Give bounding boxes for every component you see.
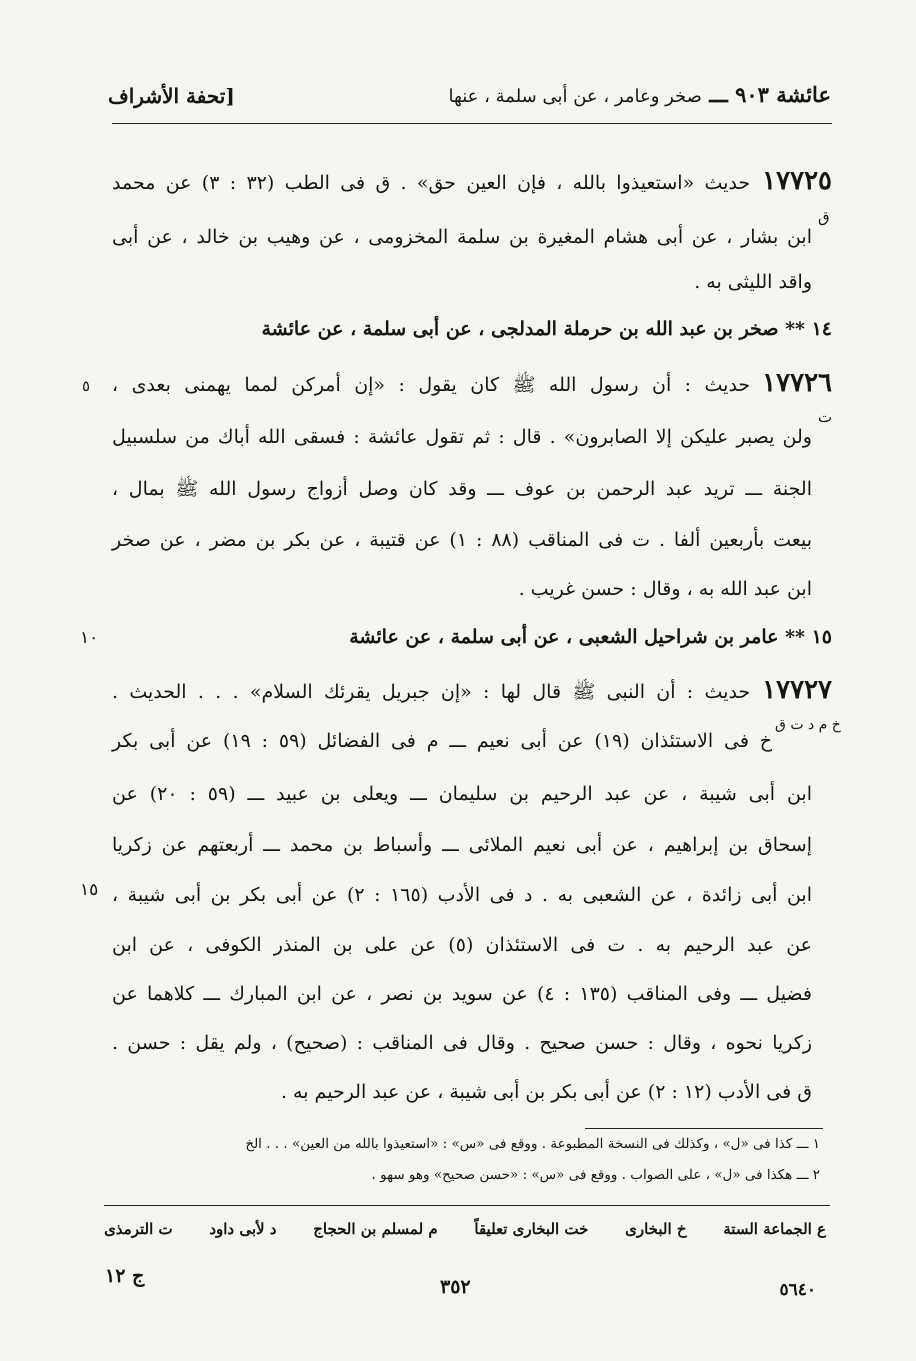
margin-line-number: ١٥: [80, 880, 99, 900]
section-title: صخر بن عبد الله بن حرملة المدلجى ، عن أبى سلمة ، عن عائشة: [261, 318, 779, 340]
hadith-17727-line-8: زكريا نحوه ، وقال : حسن صحيح . وقال فى المناقب : (صحيح) ، ولم يقل : حسن .: [112, 1032, 812, 1054]
hadith-17726-line-3: الجنة ـــ تريد عبد الرحمن بن عوف ـــ وقد كان وصل أزواج رسول الله ﷺ بمال ،: [112, 478, 812, 500]
hadith-number: ١٧٧٢٦: [762, 368, 832, 398]
hadith-17725-line-3: واقد الليثى به .: [694, 271, 812, 293]
volume-number: ج ١٢: [105, 1265, 145, 1287]
section-stars: **: [785, 318, 805, 340]
hadith-17727-line-6: عن عبد الرحيم به . ت فى الاستئذان (٥) عن على بن المنذر الكوفى ، عن ابن: [112, 934, 812, 956]
hadith-17727-line-2: خ فى الاستئذان (١٩) عن أبى نعيم ـــ م فى الفضائل (٥٩ : ١٩) عن أبى بكر: [112, 730, 773, 752]
section-number: ١٤: [811, 318, 832, 340]
key-item: ع الجماعة الستة: [723, 1220, 826, 1238]
hadith-17725-line-2: ابن بشار ، عن أبى هشام المغيرة بن سلمة المخزومى ، عن وهيب بن خالد ، عن أبى: [112, 226, 812, 248]
section-heading-14: [112, 320, 832, 339]
footnote-1: ١ ـــ كذا فى «ل» ، وكذلك فى النسخة المطبوعة . ووقع فى «س» : «استعيذوا بالله من العين» . . . الخ: [245, 1136, 820, 1152]
hadith-number: ١٧٧٢٧: [762, 675, 832, 705]
hadith-17726-line-4: بيعت بأربعين ألفا . ت فى المناقب (٨٨ : ١) عن قتيبة ، عن بكر بن مضر ، عن صخر: [112, 529, 812, 551]
hadith-17727-line-4: إسحاق بن إبراهيم ، عن أبى نعيم الملائى ـــ وأسباط بن محمد ـــ أربعتهم عن زكريا: [112, 834, 812, 856]
key-item: ت الترمذى: [104, 1220, 173, 1238]
margin-sigla: خ م د ت ق: [775, 717, 841, 733]
hadith-17726-line-5: ابن عبد الله به ، وقال : حسن غريب .: [518, 578, 812, 600]
key-rule: [104, 1205, 830, 1206]
hadith-17727-line-3: ابن أبى شيبة ، عن عبد الرحيم بن سليمان ـــ ويعلى بن عبيد ـــ (٥٩ : ٢٠) عن: [112, 783, 812, 805]
section-stars: **: [785, 626, 805, 648]
hadith-17725-line-1: [112, 168, 832, 194]
hadith-17727-line-9: ق فى الأدب (١٢ : ٢) عن أبى بكر بن أبى شيبة ، عن عبد الرحيم به .: [280, 1081, 812, 1103]
hadith-number: ١٧٧٢٥: [762, 166, 832, 196]
section-number: ١٥: [811, 626, 832, 648]
hadith-text: حديث : أن النبى ﷺ قال لها : «إن جبريل يقرئك السلام» . . . الحديث .: [112, 681, 751, 703]
running-header: [108, 82, 831, 116]
hadith-17726-line-1: [112, 370, 832, 396]
page-number: ٣٥٢: [440, 1276, 471, 1298]
hadith-17727-line-1: [112, 677, 832, 703]
margin-siglum: ق: [818, 208, 830, 226]
header-subtitle: صخر وعامر ، عن أبى سلمة ، عنها: [448, 86, 702, 107]
hadith-17727-line-7: فضيل ـــ وفى المناقب (١٣٥ : ٤) عن سويد بن نصر ، عن ابن المبارك ـــ كلاهما عن: [112, 983, 812, 1005]
key-item: خت البخارى تعليقاً: [474, 1220, 589, 1238]
hadith-text: حديث : أن رسول الله ﷺ كان يقول : «إن أمركن لمما يهمنى بعدى ،: [112, 374, 751, 396]
footnote-2: ٢ ـــ هكذا فى «ل» ، على الصواب . ووقع فى «س» : «حسن صحيح» وهو سهو .: [371, 1167, 820, 1183]
header-book-title: [تحفة الأشراف: [108, 84, 235, 108]
section-title: عامر بن شراحيل الشعبى ، عن أبى سلمة ، عن عائشة: [349, 626, 779, 648]
sigla-key: [104, 1220, 826, 1238]
header-number: ٩٠٣: [735, 82, 769, 107]
hadith-17726-line-2: ولن يصبر عليكن إلا الصابرون» . قال : ثم تقول عائشة : فسقى الله أباك من سلسبيل: [112, 426, 812, 448]
header-rule: [112, 123, 832, 124]
header-name: عائشة: [776, 82, 831, 107]
margin-line-number: ١٠: [80, 628, 99, 648]
margin-siglum: ت: [818, 408, 833, 426]
footnote-rule: [585, 1128, 823, 1129]
header-dash: ـــ: [709, 82, 728, 107]
sequence-number: ٥٦٤٠: [779, 1280, 816, 1300]
hadith-text: حديث «استعيذوا بالله ، فإن العين حق» . ق فى الطب (٣٢ : ٣) عن محمد: [112, 172, 751, 194]
hadith-17727-line-5: ابن أبى زائدة ، عن الشعبى به . د فى الأدب (١٦٥ : ٢) عن أبى بكر بن أبى شيبة ،: [112, 884, 812, 906]
section-heading-15: [300, 628, 832, 647]
key-item: د لأبى داود: [209, 1220, 277, 1238]
margin-line-number: ٥: [82, 377, 91, 395]
key-item: م لمسلم بن الحجاج: [313, 1220, 438, 1238]
header-title: [448, 82, 831, 107]
key-item: خ البخارى: [625, 1220, 687, 1238]
